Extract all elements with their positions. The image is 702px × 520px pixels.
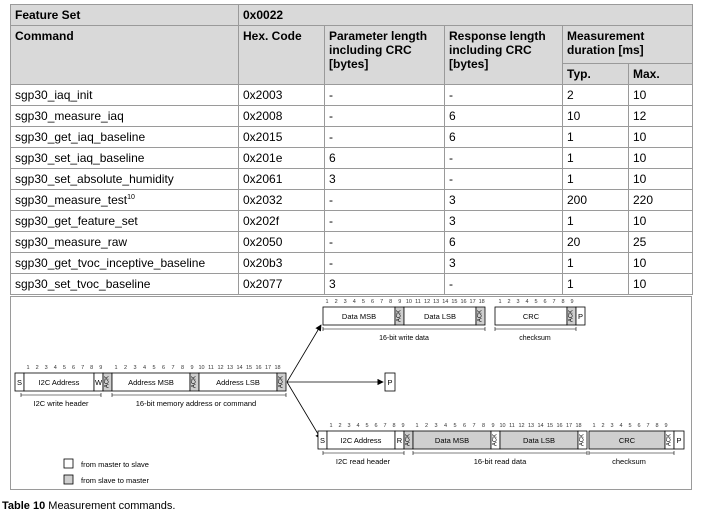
ack-label: ACK <box>477 309 484 323</box>
write-data-msb-label: Data MSB <box>341 312 377 321</box>
table-row <box>11 211 693 232</box>
table-row <box>11 127 693 148</box>
bit-number: 17 <box>565 423 573 429</box>
read-checksum-caption: checksum <box>612 457 646 466</box>
bit-number: 1 <box>415 423 419 429</box>
table-row <box>11 232 693 253</box>
ack-label: ACK <box>579 433 586 447</box>
parameter-length-cell <box>325 169 445 190</box>
read-data-sequence <box>318 423 684 466</box>
bit-number: 9 <box>398 299 402 305</box>
hex-code-cell <box>239 169 325 190</box>
table-row <box>11 106 693 127</box>
response-length-cell <box>445 232 563 253</box>
header-typ: Typ. <box>563 64 629 85</box>
bit-number: 3 <box>347 423 351 429</box>
bit-number: 9 <box>99 365 103 371</box>
duration-max-cell <box>629 274 693 295</box>
bit-number: 13 <box>226 365 234 371</box>
table-row <box>11 169 693 190</box>
duration-typ-cell-text: 10 <box>567 109 581 123</box>
write-data-sequence <box>323 299 585 342</box>
bit-number: 2 <box>123 365 128 371</box>
command-cell <box>11 232 239 253</box>
command-cell <box>11 127 239 148</box>
bit-number: 12 <box>217 365 224 371</box>
bit-number: 5 <box>534 299 538 305</box>
duration-max-cell <box>629 85 693 106</box>
bit-number: 6 <box>462 423 467 429</box>
command-cell <box>11 274 239 295</box>
duration-typ-cell <box>563 127 629 148</box>
duration-max-cell-text: 10 <box>633 151 647 165</box>
duration-typ-cell-text: 1 <box>567 214 574 228</box>
response-length-cell-text: 6 <box>449 109 456 123</box>
parameter-length-cell <box>325 190 445 211</box>
bit-number: 15 <box>451 299 458 305</box>
bit-number: 16 <box>556 423 563 429</box>
bit-number: 13 <box>527 423 535 429</box>
start-bit-label: S <box>16 378 23 387</box>
bit-number: 14 <box>442 299 449 305</box>
parameter-length-cell <box>325 85 445 106</box>
command-cell-text: sgp30_measure_test <box>15 193 128 207</box>
parameter-length-cell <box>325 274 445 295</box>
command-cell <box>11 106 239 127</box>
bit-number: 8 <box>392 423 396 429</box>
i2c-address-label: I2C Address <box>38 378 80 387</box>
response-length-cell <box>445 106 563 127</box>
bit-number: 4 <box>142 365 147 371</box>
write-checksum-caption: checksum <box>519 335 551 342</box>
bit-number: 18 <box>274 365 281 371</box>
feature-set-label: Feature Set <box>11 5 239 26</box>
hex-code-cell-text: 0x201e <box>243 151 283 165</box>
ack-label: ACK <box>191 375 198 389</box>
bit-number: 6 <box>370 299 375 305</box>
bit-number: 4 <box>53 365 57 371</box>
bit-number: 3 <box>516 299 520 305</box>
write-data-caption: 16-bit write data <box>379 335 429 342</box>
parameter-length-cell-text: - <box>329 130 333 144</box>
duration-typ-cell <box>563 148 629 169</box>
bit-number: 2 <box>507 299 511 305</box>
bit-number: 14 <box>236 365 243 371</box>
bit-number: 7 <box>81 365 85 371</box>
command-cell-text: sgp30_measure_raw <box>15 235 128 249</box>
duration-max-cell <box>629 106 693 127</box>
table-row <box>11 148 693 169</box>
header-measurement-duration: Measurement duration [ms] <box>563 26 693 64</box>
bit-number: 11 <box>415 299 421 305</box>
bit-number: 18 <box>575 423 582 429</box>
parameter-length-cell-text: - <box>329 256 333 270</box>
command-cell-text: sgp30_get_iaq_baseline <box>15 130 146 144</box>
hex-code-cell <box>239 253 325 274</box>
header-response-length: Response length including CRC [bytes] <box>445 26 563 85</box>
bit-number: 11 <box>509 423 515 429</box>
parameter-length-cell-text: - <box>329 193 333 207</box>
bit-number: 4 <box>525 299 529 305</box>
duration-max-cell-text: 10 <box>633 256 647 270</box>
bit-number: 1 <box>592 423 596 429</box>
parameter-length-cell <box>325 232 445 253</box>
bit-number: 8 <box>180 365 185 371</box>
duration-max-cell <box>629 148 693 169</box>
bit-number: 7 <box>472 423 476 429</box>
legend-master-label: from master to slave <box>81 460 149 469</box>
bit-number: 13 <box>433 299 440 305</box>
read-header-caption: I2C read header <box>335 457 391 466</box>
response-length-cell <box>445 85 563 106</box>
write-bit-label: W <box>94 378 103 387</box>
hex-code-cell-text: 0x2015 <box>243 130 283 144</box>
bit-number: 15 <box>546 423 554 429</box>
bit-number: 17 <box>264 365 272 371</box>
legend-slave-label: from slave to master <box>81 476 149 485</box>
duration-max-cell-text: 10 <box>633 88 647 102</box>
duration-typ-cell-text: 20 <box>567 235 581 249</box>
duration-max-cell-text: 10 <box>633 130 647 144</box>
write-data-lsb-label: Data LSB <box>423 312 457 321</box>
read-data-lsb-label: Data LSB <box>522 436 556 445</box>
i2c-sequence-diagram <box>10 296 692 490</box>
ack-label: ACK <box>492 433 499 447</box>
response-length-cell-text: 6 <box>449 235 456 249</box>
command-cell-text: sgp30_get_feature_set <box>15 214 138 228</box>
legend-slave-swatch <box>64 475 73 484</box>
ack-label: ACK <box>568 309 575 323</box>
table-row <box>11 190 693 211</box>
hex-code-cell-text: 0x2050 <box>243 235 283 249</box>
stop-bit-label: P <box>387 378 393 387</box>
response-length-cell <box>445 190 563 211</box>
feature-set-row <box>11 5 693 26</box>
parameter-length-cell-text: - <box>329 109 333 123</box>
bit-number: 4 <box>619 423 623 429</box>
bit-number: 18 <box>478 299 485 305</box>
duration-max-cell-text: 220 <box>633 193 654 207</box>
response-length-cell-text: 3 <box>449 214 456 228</box>
bit-number: 2 <box>35 365 39 371</box>
command-cell-text: sgp30_get_tvoc_inceptive_baseline <box>15 256 206 270</box>
bit-number: 8 <box>389 299 393 305</box>
command-cell-text: sgp30_measure_iaq <box>15 109 124 123</box>
duration-max-cell-text: 10 <box>633 214 647 228</box>
duration-typ-cell-text: 1 <box>567 172 574 186</box>
ack-label: ACK <box>405 433 412 447</box>
bit-number: 16 <box>255 365 262 371</box>
bit-number: 3 <box>610 423 614 429</box>
command-cell <box>11 148 239 169</box>
parameter-length-cell-text: - <box>329 235 333 249</box>
hex-code-cell <box>239 127 325 148</box>
hex-code-cell-text: 0x2008 <box>243 109 283 123</box>
bit-number: 10 <box>198 365 205 371</box>
ack-label: ACK <box>666 433 673 447</box>
bit-number: 5 <box>628 423 632 429</box>
caption-text: Measurement commands. <box>48 500 176 512</box>
response-length-cell <box>445 211 563 232</box>
duration-typ-cell-text: 1 <box>567 130 574 144</box>
header-command: Command <box>11 26 239 85</box>
duration-typ-cell <box>563 274 629 295</box>
table-row <box>11 253 693 274</box>
legend <box>64 459 149 485</box>
bit-number: 8 <box>655 423 659 429</box>
hex-code-cell-text: 0x2061 <box>243 172 283 186</box>
hex-code-cell <box>239 211 325 232</box>
command-cell <box>11 253 239 274</box>
hex-code-cell-text: 0x2077 <box>243 277 283 291</box>
parameter-length-cell <box>325 148 445 169</box>
response-length-cell <box>445 253 563 274</box>
duration-typ-cell-text: 1 <box>567 256 574 270</box>
duration-max-cell <box>629 253 693 274</box>
read-bit-label: R <box>396 436 403 445</box>
footnote-marker: 10 <box>127 194 135 201</box>
bit-number: 7 <box>552 299 556 305</box>
bit-number: 15 <box>245 365 253 371</box>
bit-number: 12 <box>424 299 431 305</box>
bit-number: 1 <box>325 299 329 305</box>
response-length-cell <box>445 169 563 190</box>
bit-number: 16 <box>460 299 467 305</box>
ack-label: ACK <box>396 309 403 323</box>
bit-number: 9 <box>664 423 668 429</box>
bit-number: 11 <box>208 365 214 371</box>
address-caption: 16-bit memory address or command <box>135 399 257 408</box>
bit-number: 3 <box>44 365 48 371</box>
feature-set-value: 0x0022 <box>239 5 693 26</box>
legend-master-swatch <box>64 459 73 468</box>
response-length-cell-text: - <box>449 277 453 291</box>
response-length-cell-text: - <box>449 172 453 186</box>
bit-number: 8 <box>561 299 565 305</box>
command-cell-text: sgp30_iaq_init <box>15 88 93 102</box>
bit-number: 2 <box>338 423 342 429</box>
duration-max-cell-text: 10 <box>633 172 647 186</box>
bit-number: 2 <box>601 423 605 429</box>
bit-number: 9 <box>190 365 194 371</box>
duration-max-cell <box>629 232 693 253</box>
parameter-length-cell <box>325 106 445 127</box>
read-stop-label: P <box>676 436 682 445</box>
bit-number: 6 <box>374 423 378 429</box>
ack-label: ACK <box>104 375 111 389</box>
address-lsb-label: Address LSB <box>216 378 260 387</box>
bit-number: 3 <box>434 423 438 429</box>
duration-max-cell <box>629 127 693 148</box>
response-length-cell-text: - <box>449 88 453 102</box>
measurement-commands-table <box>10 4 693 295</box>
parameter-length-cell-text: 6 <box>329 151 336 165</box>
header-hex-code: Hex. Code <box>239 26 325 85</box>
bit-number: 6 <box>543 299 547 305</box>
duration-typ-cell <box>563 190 629 211</box>
bit-number: 7 <box>646 423 650 429</box>
duration-typ-cell-text: 1 <box>567 151 574 165</box>
read-crc-label: CRC <box>618 436 636 445</box>
duration-typ-cell <box>563 211 629 232</box>
header-row <box>11 26 693 64</box>
command-cell <box>11 85 239 106</box>
duration-max-cell-text: 12 <box>633 109 647 123</box>
bit-number: 9 <box>570 299 574 305</box>
duration-max-cell <box>629 169 693 190</box>
bit-number: 5 <box>62 365 66 371</box>
duration-max-cell <box>629 190 693 211</box>
bit-number: 6 <box>637 423 641 429</box>
bit-number: 7 <box>380 299 384 305</box>
bit-number: 5 <box>365 423 369 429</box>
hex-code-cell-text: 0x2003 <box>243 88 283 102</box>
duration-max-cell <box>629 211 693 232</box>
write-header-caption: I2C write header <box>33 399 89 408</box>
bit-number: 7 <box>383 423 387 429</box>
duration-typ-cell-text: 2 <box>567 88 574 102</box>
duration-max-cell-text: 25 <box>633 235 647 249</box>
address-msb-label: Address MSB <box>128 378 174 387</box>
caption-label: Table 10 <box>2 500 46 512</box>
duration-typ-cell-text: 200 <box>567 193 588 207</box>
bit-number: 5 <box>361 299 365 305</box>
parameter-length-cell <box>325 253 445 274</box>
bit-number: 6 <box>71 365 76 371</box>
bit-number: 5 <box>152 365 156 371</box>
bit-number: 7 <box>171 365 175 371</box>
command-cell <box>11 190 239 211</box>
command-cell-text: sgp30_set_absolute_humidity <box>15 172 174 186</box>
bit-number: 3 <box>343 299 347 305</box>
command-cell-text: sgp30_set_tvoc_baseline <box>15 277 151 291</box>
bit-number: 14 <box>537 423 544 429</box>
hex-code-cell-text: 0x20b3 <box>243 256 283 270</box>
command-cell <box>11 211 239 232</box>
parameter-length-cell <box>325 127 445 148</box>
response-length-cell-text: 6 <box>449 130 456 144</box>
hex-code-cell <box>239 148 325 169</box>
write-header-sequence <box>15 365 286 408</box>
bit-number: 2 <box>334 299 338 305</box>
parameter-length-cell-text: - <box>329 214 333 228</box>
bit-number: 6 <box>161 365 166 371</box>
read-start-label: S <box>319 436 326 445</box>
bit-number: 4 <box>352 299 356 305</box>
header-parameter-length: Parameter length including CRC [bytes] <box>325 26 445 85</box>
table-row <box>11 85 693 106</box>
bit-number: 10 <box>405 299 412 305</box>
duration-typ-cell <box>563 85 629 106</box>
duration-max-cell-text: 10 <box>633 277 647 291</box>
bit-number: 1 <box>498 299 502 305</box>
response-length-cell <box>445 148 563 169</box>
ack-label: ACK <box>278 375 285 389</box>
duration-typ-cell <box>563 169 629 190</box>
bit-number: 4 <box>356 423 360 429</box>
hex-code-cell <box>239 232 325 253</box>
parameter-length-cell <box>325 211 445 232</box>
bit-number: 9 <box>401 423 405 429</box>
write-stop-label: P <box>577 312 584 321</box>
parameter-length-cell-text: - <box>329 88 333 102</box>
bit-number: 8 <box>481 423 486 429</box>
parameter-length-cell-text: 3 <box>329 277 336 291</box>
bit-number: 1 <box>329 423 333 429</box>
hex-code-cell <box>239 190 325 211</box>
read-data-caption: 16-bit read data <box>473 457 527 466</box>
hex-code-cell-text: 0x202f <box>243 214 280 228</box>
hex-code-cell <box>239 274 325 295</box>
bit-number: 8 <box>90 365 94 371</box>
response-length-cell <box>445 274 563 295</box>
hex-code-cell-text: 0x2032 <box>243 193 283 207</box>
duration-typ-cell <box>563 232 629 253</box>
bit-number: 2 <box>424 423 429 429</box>
read-data-msb-label: Data MSB <box>434 436 470 445</box>
bit-number: 5 <box>453 423 457 429</box>
duration-typ-cell-text: 1 <box>567 277 574 291</box>
duration-typ-cell <box>563 106 629 127</box>
command-cell <box>11 169 239 190</box>
hex-code-cell <box>239 85 325 106</box>
bit-number: 3 <box>133 365 137 371</box>
parameter-length-cell-text: 3 <box>329 172 336 186</box>
bit-number: 17 <box>469 299 476 305</box>
command-cell-text: sgp30_set_iaq_baseline <box>15 151 145 165</box>
response-length-cell-text: 3 <box>449 256 456 270</box>
bit-number: 4 <box>443 423 448 429</box>
bit-number: 12 <box>518 423 525 429</box>
write-crc-label: CRC <box>522 312 540 321</box>
header-max: Max. <box>629 64 693 85</box>
response-length-cell-text: - <box>449 151 453 165</box>
bit-number: 1 <box>114 365 118 371</box>
response-length-cell <box>445 127 563 148</box>
bit-number: 9 <box>491 423 495 429</box>
read-address-label: I2C Address <box>340 436 382 445</box>
hex-code-cell <box>239 106 325 127</box>
table-caption <box>2 500 175 512</box>
table-row <box>11 274 693 295</box>
response-length-cell-text: 3 <box>449 193 456 207</box>
bit-number: 1 <box>26 365 30 371</box>
bit-number: 10 <box>499 423 506 429</box>
duration-typ-cell <box>563 253 629 274</box>
